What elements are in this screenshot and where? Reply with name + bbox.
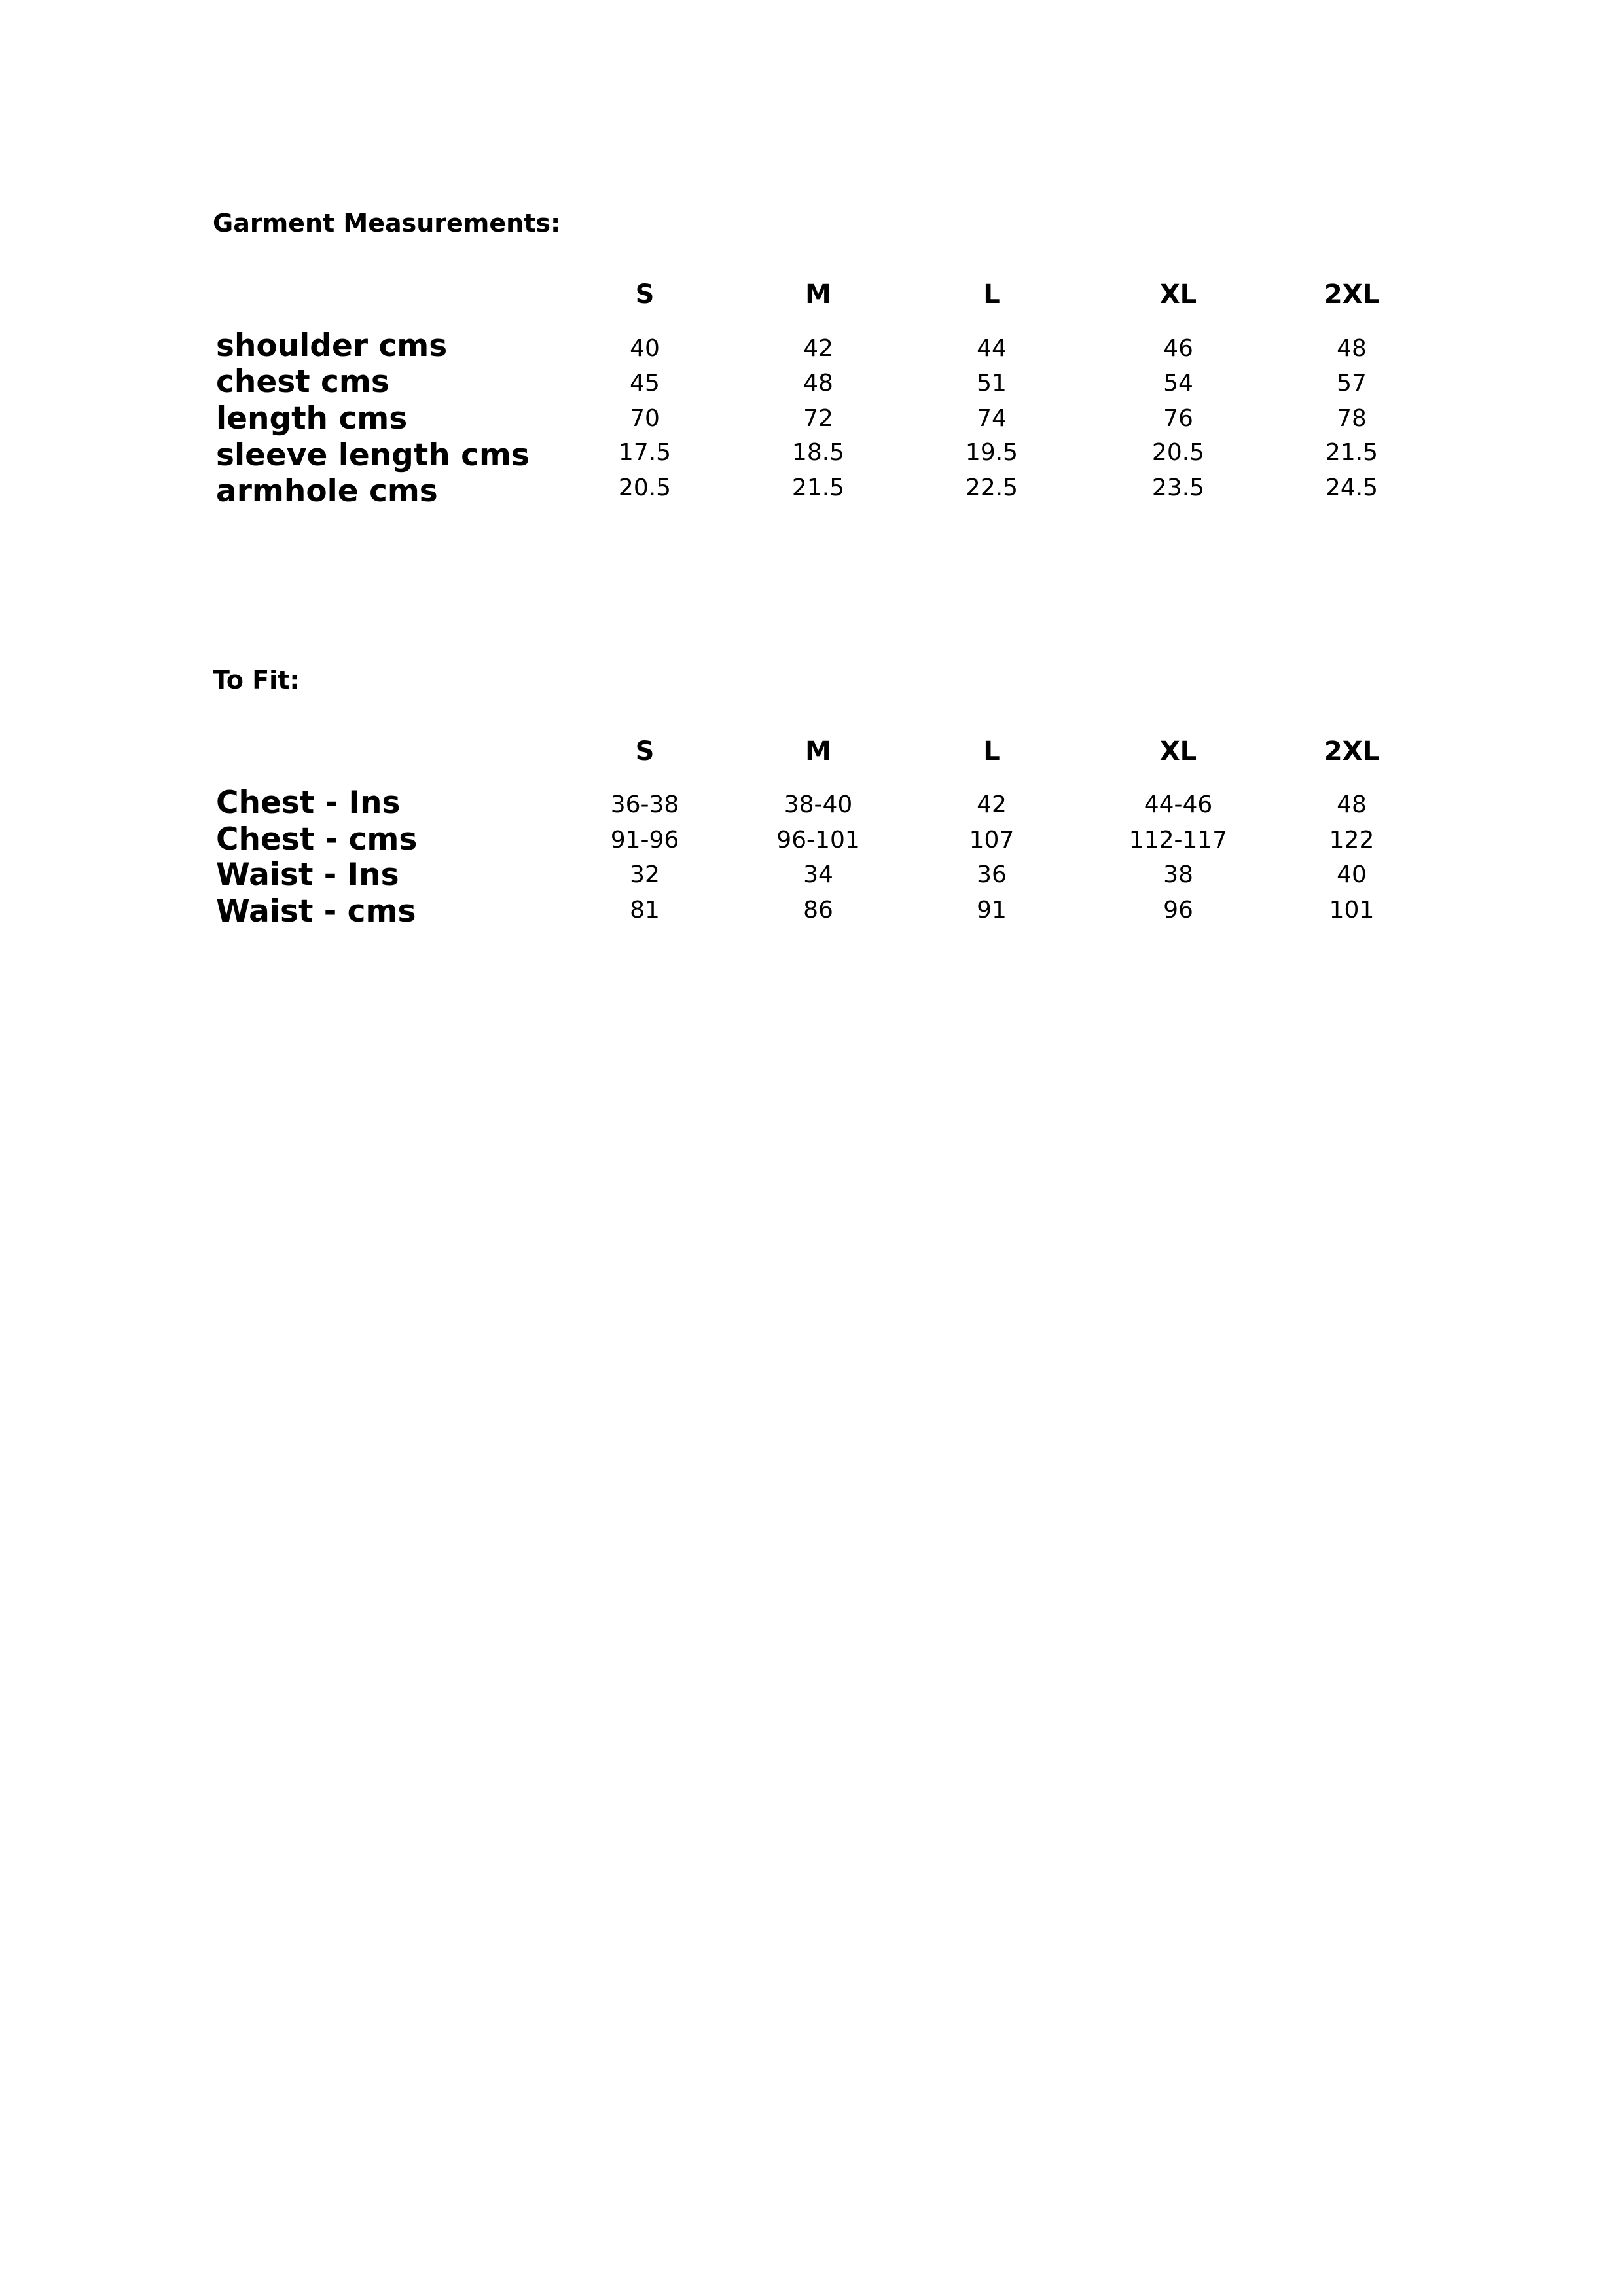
table-cell: 36 <box>977 861 1007 888</box>
table-cell: 96-101 <box>776 827 860 853</box>
size-header-xl: XL <box>1159 279 1197 310</box>
table-cell: 22.5 <box>965 475 1019 501</box>
table-cell: 72 <box>803 405 833 432</box>
row-label: Chest - Ins <box>216 785 401 821</box>
table-cell: 19.5 <box>965 439 1019 466</box>
table-cell: 23.5 <box>1151 475 1205 501</box>
table-cell: 42 <box>803 335 833 362</box>
garment-measurements-title: Garment Measurements: <box>213 209 561 238</box>
size-header-m: M <box>805 736 831 766</box>
table-cell: 81 <box>630 897 660 924</box>
to-fit-title: To Fit: <box>213 666 300 694</box>
row-label: Waist - Ins <box>216 857 399 893</box>
table-cell: 57 <box>1337 370 1367 397</box>
row-label: chest cms <box>216 364 389 400</box>
table-cell: 48 <box>1337 791 1367 818</box>
table-cell: 17.5 <box>618 439 672 466</box>
table-cell: 54 <box>1163 370 1193 397</box>
table-cell: 24.5 <box>1325 475 1379 501</box>
table-cell: 112-117 <box>1128 827 1228 853</box>
size-header-l: L <box>983 279 1000 310</box>
row-label: armhole cms <box>216 473 438 509</box>
table-cell: 36-38 <box>610 791 679 818</box>
table-cell: 21.5 <box>1325 439 1379 466</box>
row-label: Waist - cms <box>216 893 416 929</box>
table-cell: 51 <box>977 370 1007 397</box>
table-cell: 40 <box>630 335 660 362</box>
size-header-2xl: 2XL <box>1324 736 1380 766</box>
table-cell: 20.5 <box>618 475 672 501</box>
table-cell: 76 <box>1163 405 1193 432</box>
size-header-l: L <box>983 736 1000 766</box>
table-cell: 32 <box>630 861 660 888</box>
table-cell: 74 <box>977 405 1007 432</box>
table-cell: 96 <box>1163 897 1193 924</box>
table-cell: 44-46 <box>1144 791 1213 818</box>
table-cell: 107 <box>969 827 1015 853</box>
row-label: length cms <box>216 401 408 437</box>
table-cell: 48 <box>803 370 833 397</box>
size-header-m: M <box>805 279 831 310</box>
table-cell: 70 <box>630 405 660 432</box>
table-cell: 46 <box>1163 335 1193 362</box>
table-cell: 38 <box>1163 861 1193 888</box>
table-cell: 21.5 <box>791 475 845 501</box>
row-label: Chest - cms <box>216 821 418 857</box>
size-header-xl: XL <box>1159 736 1197 766</box>
table-cell: 38-40 <box>784 791 853 818</box>
table-cell: 44 <box>977 335 1007 362</box>
table-cell: 34 <box>803 861 833 888</box>
size-header-2xl: 2XL <box>1324 279 1380 310</box>
table-cell: 42 <box>977 791 1007 818</box>
table-cell: 91 <box>977 897 1007 924</box>
table-cell: 45 <box>630 370 660 397</box>
row-label: sleeve length cms <box>216 437 530 473</box>
table-cell: 20.5 <box>1151 439 1205 466</box>
table-cell: 101 <box>1329 897 1375 924</box>
table-cell: 40 <box>1337 861 1367 888</box>
table-cell: 48 <box>1337 335 1367 362</box>
table-cell: 18.5 <box>791 439 845 466</box>
table-cell: 91-96 <box>610 827 679 853</box>
table-cell: 122 <box>1329 827 1375 853</box>
row-label: shoulder cms <box>216 328 448 364</box>
table-cell: 86 <box>803 897 833 924</box>
table-cell: 78 <box>1337 405 1367 432</box>
size-header-s: S <box>635 279 655 310</box>
size-header-s: S <box>635 736 655 766</box>
